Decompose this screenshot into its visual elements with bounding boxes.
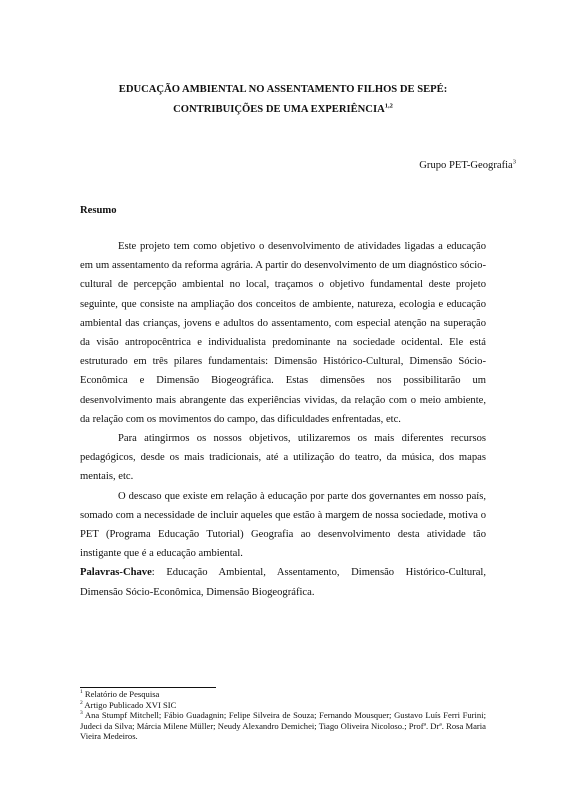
footnote-divider (80, 687, 216, 688)
abstract-paragraph: O descaso que existe em relação à educação por parte dos governantes em nosso país, somado com a necessidade de incluir aqueles que estão à margem de nossa sociedade, motiva o PET (Programa Educação Tutorial) Geografia ao desenvolvimento desta atividade tão instigante que é a educação ambiental. (80, 490, 486, 560)
footnote-item (80, 710, 486, 742)
footnote-number: 3 (80, 710, 83, 717)
title-line-2-text: CONTRIBUIÇÕES DE UMA EXPERIÊNCIA (173, 104, 385, 115)
abstract-paragraph: Este projeto tem como objetivo o desenvolvimento de atividades ligadas a educação em um assentamento da reforma agrária. A partir do desenvolvimento de um diagnóstico sócio-cultural de percepção ambiental no local, traçamos o objetivo fundamental deste projeto seguinte, que consiste na ampliação dos conceitos de ambiente, natureza, ecologia e educação ambiental das crianças, jovens e adultos do assentamento, com especial atenção na superação da visão antropocêntrica e individualista predominante na sociedade ocidental. Ele está estruturado em três pilares fundamentais: Dimensão Histórico-Cultural, Dimensão Sócio-Econômica e Dimensão Biogeográfica. Estas dimensões nos possibilitarão um desenvolvimento mais abrangente das experiências vividas, da relação com o meio ambiente, da relação com os movimentos do campo, das dificuldades enfrentadas, etc. (80, 241, 486, 425)
title-footnote-ref: 1,2 (384, 102, 393, 110)
footnote-item (80, 689, 486, 700)
author-name: Grupo PET-Geografia (419, 160, 513, 171)
footnote-number: 1 (80, 689, 83, 696)
author-footnote-ref: 3 (512, 158, 516, 166)
footnote-text: Ana Stumpf Mitchell; Fábio Guadagnin; Felipe Silveira de Souza; Fernando Mousquer; Gustavo Luís Ferri Furini; Judeci da Silva; Márcia Milene Müller; Neudy Alexandro Demichei; Tiago Oliveira Nicoloso.; Profª. Drª. Rosa Maria Vieira Medeiros. (80, 710, 486, 742)
keywords-text: : Educação Ambiental, Assentamento, Dimensão Histórico-Cultural, Dimensão Sócio-Econômica, Dimensão Biogeográfica. (80, 567, 486, 598)
title-line-1: EDUCAÇÃO AMBIENTAL NO ASSENTAMENTO FILHOS DE SEPÉ: (118, 84, 448, 95)
footnote-number: 2 (80, 699, 83, 706)
footnote-item (80, 700, 486, 711)
author-line (419, 160, 516, 171)
footnote-text: Artigo Publicado XVI SIC (82, 699, 177, 710)
footnote-text: Relatório de Pesquisa (82, 689, 160, 699)
keywords-label: Palavras-Chave (80, 567, 152, 579)
document-title (60, 80, 506, 120)
keywords-paragraph (80, 563, 486, 601)
abstract-heading: Resumo (80, 205, 117, 216)
title-line-2 (60, 100, 506, 120)
abstract-body (80, 237, 486, 602)
abstract-paragraph: Para atingirmos os nossos objetivos, utilizaremos os mais diferentes recursos pedagógicos, desde os mais tradicionais, até a utilização do teatro, da música, dos mapas mentais, etc. (80, 433, 486, 483)
footnotes (80, 689, 486, 742)
